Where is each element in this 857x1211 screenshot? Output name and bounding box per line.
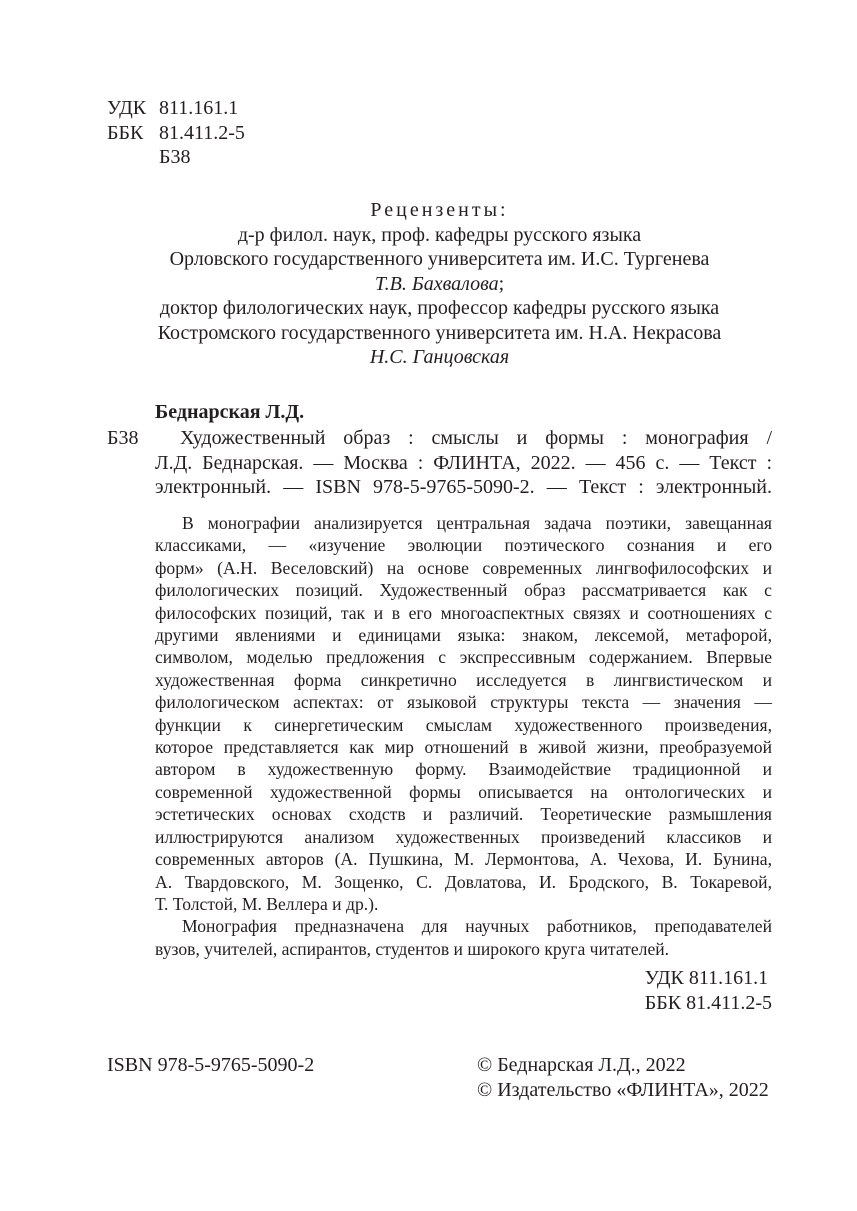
abstract-line: иллюстрируются анализом художественных произведений классиков и [155, 826, 772, 847]
abstract-line: А. Твардовского, М. Зощенко, С. Довлатова, И. Бродского, В. Токаревой, [155, 871, 772, 892]
reviewer-text: Т.В. Бахвалова [374, 272, 499, 295]
reviewers-heading: Рецензенты: [370, 199, 509, 221]
abstract-paragraph [155, 915, 772, 960]
abstract-line: Монография предназначена для научных работников, преподавателей [182, 916, 772, 937]
isbn: ISBN 978-5-9765-5090-2 [107, 1054, 315, 1076]
author-sign: Б38 [159, 146, 191, 168]
reviewer-line [107, 247, 772, 272]
entry-sign: Б38 [107, 427, 139, 449]
abstract-line: вузов, учителей, аспирантов, студентов и широкого круга читателей. [155, 938, 670, 959]
classification-block [107, 96, 245, 170]
abstract-line: В монографии анализируется центральная задача поэтики, завещанная [182, 513, 772, 533]
udk-value: 811.161.1 [159, 97, 239, 119]
bibliographic-entry [155, 426, 772, 500]
abstract-line: эстетических основах сходств и различий. Теоретические размышления [155, 804, 772, 825]
abstract-line: филологических позиций. Художественный образ рассматривается как с [155, 580, 772, 601]
bbk-label: ББК [107, 121, 144, 144]
bottom-classification [645, 966, 772, 1015]
abstract-line: форм» (А.Н. Веселовский) на основе современных лингвофилософских и [155, 557, 772, 578]
abstract [155, 512, 772, 960]
abstract-line: современной художественной формы описывается на онтологических и [155, 781, 772, 802]
reviewer-text: Костромского государственного университета им. Н.А. Некрасова [157, 321, 722, 344]
reviewer-line [107, 223, 772, 248]
abstract-line: символом, моделью предложения с экспрессивным содержанием. Впервые [155, 647, 772, 668]
abstract-line: функции к синергетическим смыслам художественного произведения, [155, 714, 772, 735]
abstract-line: философских позиций, так и в его многоаспектных связях и соотношениях с [155, 602, 772, 623]
copyright-block [477, 1053, 769, 1102]
reviewer-text: д-р филол. наук, проф. кафедры русского языка [237, 223, 642, 246]
abstract-line: художественная форма синкретично исследуется в лингвистическом и [155, 669, 772, 690]
reviewer-line [107, 345, 772, 370]
bbk-value: 81.411.2-5 [159, 121, 245, 144]
entry-line: Л.Д. Беднарская. — Москва : ФЛИНТА, 2022. — 456 с. — Текст : [155, 451, 772, 474]
reviewer-line [107, 296, 772, 321]
bottom-udk: УДК 811.161.1 [644, 967, 769, 989]
entry-line: электронный. — ISBN 978-5-9765-5090-2. — Текст : электронный. [155, 476, 772, 498]
copyright-author: © Беднарская Л.Д., 2022 [477, 1054, 686, 1076]
reviewer-text: доктор филологических наук, профессор кафедры русского языка [159, 297, 720, 319]
abstract-line: современных авторов (А. Пушкина, М. Лермонтова, А. Чехова, И. Бунина, [155, 849, 772, 870]
abstract-line: классиками, — «изучение эволюции поэтического сознания и его [155, 535, 772, 556]
reviewer-line [107, 272, 772, 297]
abstract-line: филологическом аспектах: от языковой структуры текста — значения — [155, 692, 772, 713]
copyright-publisher: © Издательство «ФЛИНТА», 2022 [477, 1078, 769, 1101]
abstract-line: автором в художественную форму. Взаимодействие традиционной и [155, 759, 772, 780]
abstract-line: которое представляется как мир отношений в живой жизни, преобразуемой [155, 737, 772, 758]
entry-line: Художественный образ : смыслы и формы : монография / [180, 427, 772, 449]
reviewer-line [107, 321, 772, 346]
reviewer-suffix: ; [498, 272, 505, 295]
abstract-line: Т. Толстой, М. Веллера и др.). [155, 893, 379, 914]
reviewers-block [107, 198, 772, 370]
entry-author: Беднарская Л.Д. [155, 401, 305, 423]
reviewer-text: Орловского государственного университета им. И.С. Тургенева [169, 248, 710, 270]
abstract-line: другими явлениями и единицами языка: знаком, лексемой, метафорой, [155, 625, 772, 646]
reviewer-text: Н.С. Ганцовская [369, 346, 510, 368]
udk-label: УДК [107, 97, 147, 119]
bottom-bbk: ББК 81.411.2-5 [644, 991, 772, 1014]
abstract-paragraph [155, 512, 772, 915]
